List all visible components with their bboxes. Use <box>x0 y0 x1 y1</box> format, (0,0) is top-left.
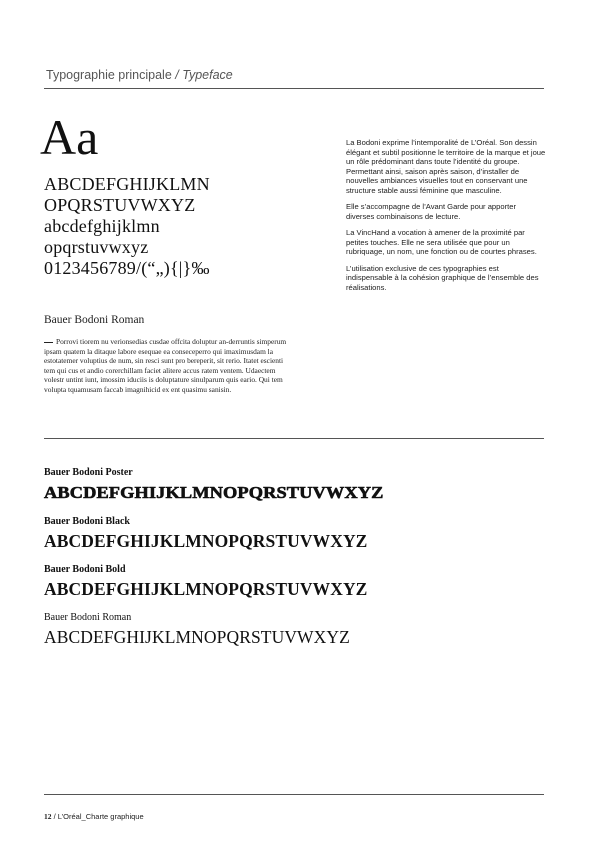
description-paragraph-1: La Bodoni exprime l’intemporalité de L’Oréal. Son dessin élégant et subtil positionne le territoire de la marque et joue un rôle prédominant dans toute l’identité du groupe. Permettant ainsi, saison après saison, d’installer de nouvelles ambiances visuelles tout en conservant une structure stable aussi féminine que masculine. <box>346 138 546 195</box>
sample-label-roman: Bauer Bodoni Roman <box>44 612 132 623</box>
sample-label-black: Bauer Bodoni Black <box>44 516 130 527</box>
header-separator: / <box>175 68 179 82</box>
page-header <box>46 68 233 82</box>
description-column <box>346 138 546 299</box>
specimen-font-name: Bauer Bodoni Roman <box>44 314 145 326</box>
sample-label-poster: Bauer Bodoni Poster <box>44 467 133 478</box>
footer-rule <box>44 794 544 795</box>
section-rule <box>44 438 544 439</box>
description-paragraph-4: L’utilisation exclusive de ces typographies est indispensable à la cohésion graphique de l’ensemble des réalisations. <box>346 263 539 292</box>
page-footer <box>44 812 144 821</box>
header-title: Typographie principale <box>46 68 172 82</box>
digits-line: 0123456789/(“„){|}‰ <box>44 258 210 278</box>
sample-alphabet-roman: ABCDEFGHIJKLMNOPQRSTUVWXYZ <box>44 627 350 647</box>
header-rule <box>44 88 544 89</box>
header-title-en: Typeface <box>182 68 233 82</box>
sample-alphabet-black: ABCDEFGHIJKLMNOPQRSTUVWXYZ <box>44 531 368 551</box>
character-specimen <box>44 174 210 279</box>
description-paragraph-3: La VincHand a vocation à amener de la proximité par petites touches. Elle ne sera utilisée que pour un rubriquage, un nom, une fonction ou de courtes phrases. <box>346 228 537 256</box>
description-paragraph-2: Elle s’accompagne de l’Avant Garde pour apporter diverses combinaisons de lecture. <box>346 202 516 221</box>
body-text-content: Porrovi tiorem nu verionsedias cusdae offcita doluptur an-derruntis simperum ipsam quatem la ditaque labore esequae ea conseceperro qui imaximusdam la estotatemer voluptius de num, sin resci sunt pro bereperit, sit rerio. Itatet escienti tem qui cus et andio corerchillam faciet alitere accus ratem ventem. Udaectem volestr untint iunt, imossim iduciis is doluptature sinulparum quis eario. Qui tem volupta tquamusam faccab imagnihicid ex ent quasimu sanisin. <box>44 337 287 394</box>
sample-alphabet-poster: ABCDEFGHIJKLMNOPQRSTUVWXYZ <box>44 483 384 502</box>
uppercase-line-1: ABCDEFGHIJKLMN <box>44 174 210 194</box>
dash-mark <box>44 342 53 343</box>
lowercase-line-2: opqrstuvwxyz <box>44 237 149 257</box>
footer-text: / L’Oréal_Charte graphique <box>53 812 144 821</box>
lowercase-line-1: abcdefghijklmn <box>44 216 160 236</box>
uppercase-line-2: OPQRSTUVWXYZ <box>44 195 196 215</box>
page-number: 12 <box>44 812 52 821</box>
sample-alphabet-bold: ABCDEFGHIJKLMNOPQRSTUVWXYZ <box>44 579 368 599</box>
specimen-big-letters: Aa <box>40 109 99 165</box>
sample-label-bold: Bauer Bodoni Bold <box>44 564 126 575</box>
specimen-body-text <box>44 337 294 395</box>
